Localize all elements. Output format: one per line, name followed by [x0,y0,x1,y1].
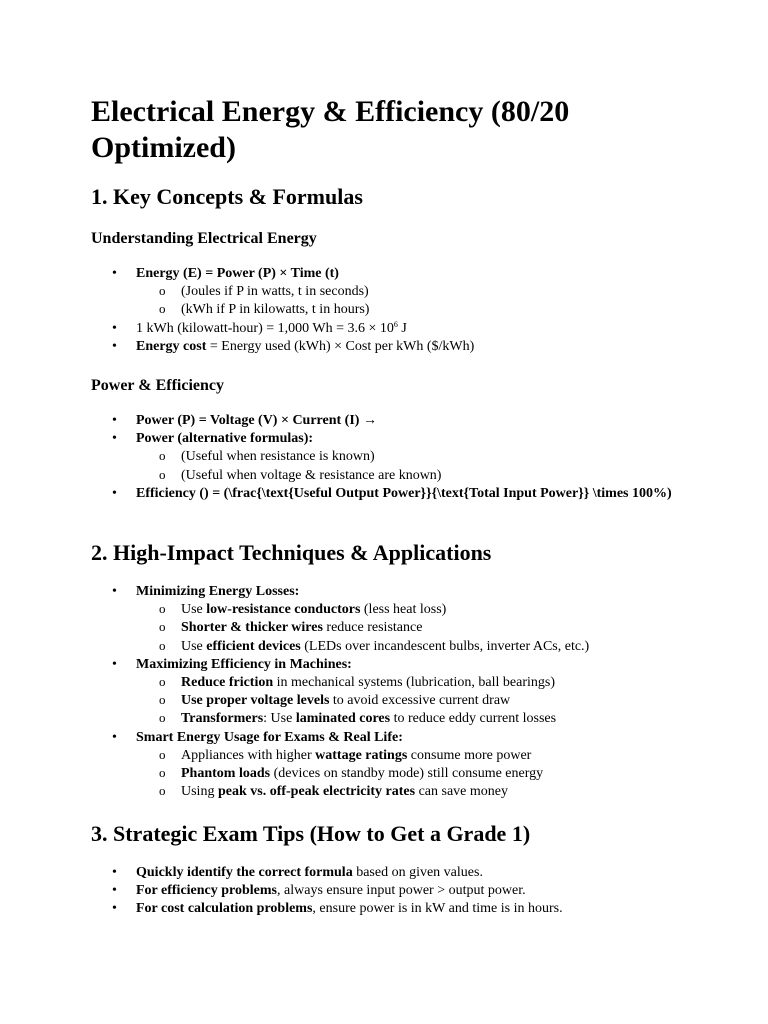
text: Use [181,602,207,618]
list-item [91,710,691,728]
text-bold: For efficiency problems [136,883,278,899]
text: , always ensure input power > output power. [277,883,526,899]
text-bold: Quickly identify the correct formula [136,865,353,880]
text: , ensure power is in kW and time is in hours. [312,901,563,917]
joules-note: (Joules if P in watts, t in seconds) [181,284,369,300]
text: (LEDs over incandescent bulbs, inverter ACs, etc.) [300,638,590,654]
text-bold: peak vs. off-peak electricity rates [217,784,416,800]
text-bold: efficient devices [206,638,301,654]
list-item [91,765,691,783]
kwh-note: (kWh if P in kilowatts, t in hours) [181,302,370,318]
list-item [91,301,691,319]
energy-cost-label: Energy cost [136,338,207,354]
text: : Use [263,711,296,727]
voltage-note: (Useful when voltage & resistance are known) [181,467,442,483]
efficiency-formula: Efficiency () = (\frac{\text{Useful Output Power}}{\text{Total Input Power}} \times 100%) [136,485,672,501]
text: Use [181,638,207,654]
minimizing-heading: Minimizing Energy Losses: [136,584,300,599]
list-item [91,747,691,765]
text-bold: wattage ratings [315,747,408,763]
list-item [91,467,691,485]
page-title: Electrical Energy & Efficiency (80/20 Optimized) [91,95,570,164]
list-item [91,338,691,356]
text: to reduce eddy current losses [390,711,557,727]
resistance-note: (Useful when resistance is known) [181,449,375,465]
list-item [91,783,691,801]
list-item [91,583,691,601]
text: based on given values. [352,865,483,880]
list-item [91,601,691,619]
text: can save money [415,784,508,800]
list-item [91,864,691,882]
maximizing-heading: Maximizing Efficiency in Machines: [136,656,352,672]
subheading-understanding-energy: Understanding Electrical Energy [91,230,317,247]
exponent: 6 [393,319,398,329]
list-item [91,638,691,656]
exam-tips-list [91,864,691,919]
subheading-power-efficiency: Power & Efficiency [91,377,224,394]
energy-cost-formula: = Energy used (kWh) × Cost per kWh ($/kWh) [206,338,475,354]
arrow-icon: → [359,413,377,428]
techniques-list [91,583,691,801]
text-bold: Transformers [181,711,264,727]
text-bold: laminated cores [295,711,391,727]
list-item [91,448,691,466]
unit: J [397,320,407,336]
text-bold: Phantom loads [181,766,271,782]
text: (devices on standby mode) still consume energy [270,766,544,782]
power-formula: Power (P) = Voltage (V) × Current (I) [136,413,360,428]
text: to avoid excessive current draw [329,693,511,709]
power-list [91,412,691,503]
energy-list [91,265,691,356]
section-heading-key-concepts: 1. Key Concepts & Formulas [91,184,363,209]
text-bold: Use proper voltage levels [181,693,330,709]
list-item [91,900,691,918]
text: Using [181,784,218,800]
kwh-definition: 1 kWh (kilowatt-hour) = 1,000 Wh = 3.6 × 10 [136,320,394,336]
smart-usage-heading: Smart Energy Usage for Exams & Real Life: [136,729,403,745]
list-item [91,485,691,503]
list-item [91,320,691,338]
text: (less heat loss) [360,602,447,618]
section-heading-techniques: 2. High-Impact Techniques & Applications [91,540,492,565]
list-item [91,283,691,301]
list-item [91,619,691,637]
list-item [91,692,691,710]
list-item [91,882,691,900]
text: consume more power [407,747,532,763]
list-item [91,430,691,448]
list-item [91,656,691,674]
text-bold: Shorter & thicker wires [181,620,323,636]
text: in mechanical systems (lubrication, ball bearings) [273,675,556,691]
text-bold: low-resistance conductors [206,602,361,618]
text-bold: Reduce friction [181,675,274,691]
text-bold: For cost calculation problems [136,901,313,917]
list-item [91,674,691,692]
power-alt-label: Power (alternative formulas): [136,431,314,447]
energy-formula: Energy (E) = Power (P) × Time (t) [136,266,339,281]
list-item [91,265,691,283]
list-item [91,412,691,430]
text: reduce resistance [322,620,423,636]
text: Appliances with higher [181,747,316,763]
section-heading-exam-tips: 3. Strategic Exam Tips (How to Get a Grade 1) [91,821,531,846]
list-item [91,729,691,747]
